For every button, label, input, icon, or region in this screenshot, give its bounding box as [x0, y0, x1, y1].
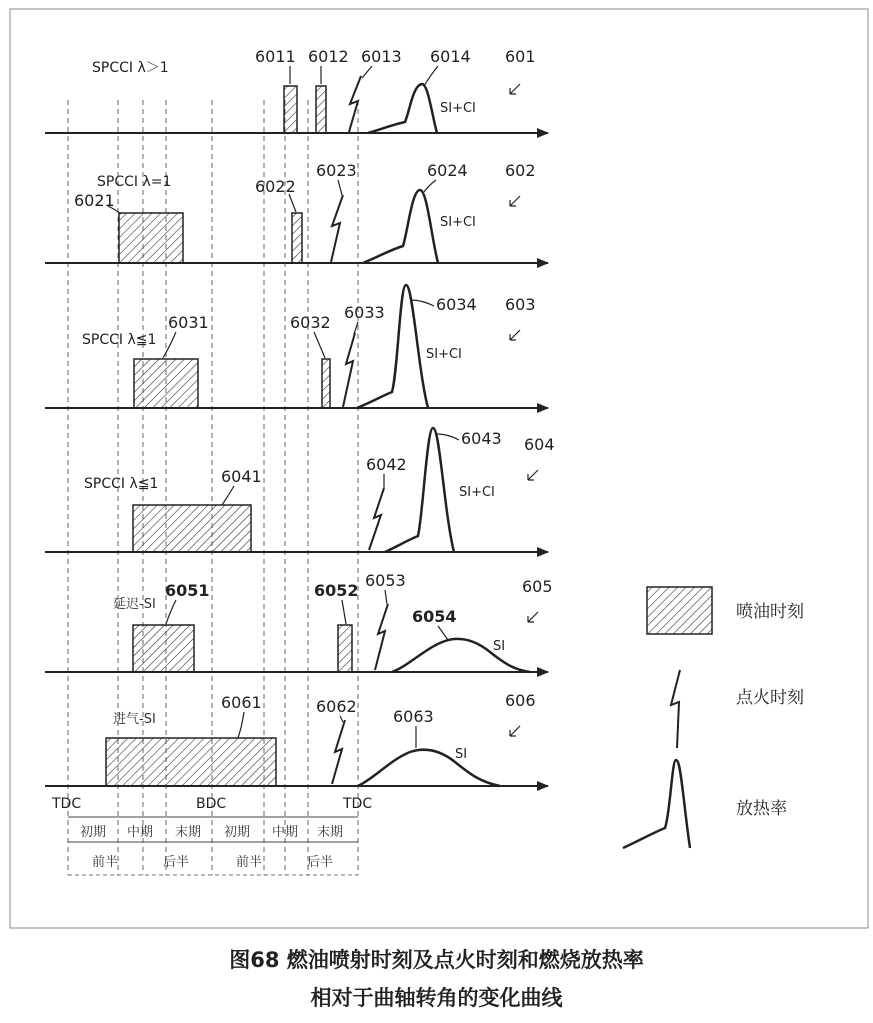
phase-label: 初期 — [224, 825, 251, 840]
legend-heat-release-label: 放热率 — [736, 799, 787, 819]
half-label: 前半 — [236, 855, 263, 870]
part-label: 6023 — [316, 161, 357, 180]
part-label: 6031 — [168, 313, 209, 332]
heat-type-label: SI+CI — [440, 101, 476, 116]
row-number: 605 — [522, 577, 553, 596]
part-label: 6024 — [427, 161, 468, 180]
part-label: 6011 — [255, 47, 296, 66]
part-label: 6062 — [316, 697, 357, 716]
part-label: 6043 — [461, 429, 502, 448]
part-label: 6034 — [436, 295, 477, 314]
heat-type-label: SI+CI — [440, 215, 476, 230]
injection-bar — [133, 505, 251, 552]
part-label: 6021 — [74, 191, 115, 210]
part-label: 6063 — [393, 707, 434, 726]
mode-label: SPCCI λ＞1 — [92, 60, 169, 76]
mode-label: SPCCI λ=1 — [97, 174, 172, 190]
injection-bar — [106, 738, 276, 786]
part-label: 6051 — [165, 581, 210, 600]
mode-label: 延迟-SI — [113, 597, 156, 612]
part-label: 6014 — [430, 47, 471, 66]
part-label: 6022 — [255, 177, 296, 196]
part-label: 6061 — [221, 693, 262, 712]
tdc-left-label: TDC — [52, 796, 82, 812]
injection-legend-swatch — [647, 587, 712, 634]
phase-label: 末期 — [317, 825, 344, 840]
injection-bar — [316, 86, 326, 133]
injection-bar — [284, 86, 297, 133]
part-label: 6054 — [412, 607, 457, 626]
part-label: 6053 — [365, 571, 406, 590]
part-label: 6012 — [308, 47, 349, 66]
legend-injection-label: 喷油时刻 — [736, 602, 804, 622]
part-label: 6042 — [366, 455, 407, 474]
figure-caption-line1: 图68 燃油喷射时刻及点火时刻和燃烧放热率 — [229, 948, 644, 972]
phase-label: 初期 — [80, 825, 107, 840]
injection-bar — [338, 625, 352, 672]
row-number: 604 — [524, 435, 555, 454]
mode-label: 进气-SI — [113, 712, 156, 727]
part-label: 6033 — [344, 303, 385, 322]
injection-bar — [292, 213, 302, 263]
mode-label: SPCCI λ≦1 — [84, 476, 159, 492]
part-label: 6052 — [314, 581, 359, 600]
heat-type-label: SI+CI — [459, 485, 495, 500]
mode-label: SPCCI λ≦1 — [82, 332, 157, 348]
half-label: 后半 — [307, 855, 334, 870]
bdc-label: BDC — [196, 796, 227, 812]
heat-type-label: SI+CI — [426, 347, 462, 362]
part-label: 6013 — [361, 47, 402, 66]
figure-caption-line2: 相对于曲轴转角的变化曲线 — [310, 986, 563, 1010]
tdc-right-label: TDC — [343, 796, 373, 812]
part-label: 6032 — [290, 313, 331, 332]
injection-bar — [119, 213, 183, 263]
row-number: 606 — [505, 691, 536, 710]
legend-ignition-label: 点火时刻 — [736, 688, 804, 708]
phase-label: 末期 — [175, 825, 202, 840]
half-label: 后半 — [163, 855, 190, 870]
figure-frame — [10, 9, 868, 928]
phase-label: 中期 — [272, 825, 299, 840]
injection-bar — [133, 625, 194, 672]
row-number: 601 — [505, 47, 536, 66]
heat-type-label: SI — [455, 747, 468, 762]
row-number: 603 — [505, 295, 536, 314]
heat-type-label: SI — [493, 639, 506, 654]
row-number: 602 — [505, 161, 536, 180]
half-label: 前半 — [92, 855, 119, 870]
injection-bar — [322, 359, 330, 408]
part-label: 6041 — [221, 467, 262, 486]
phase-label: 中期 — [127, 825, 154, 840]
injection-bar — [134, 359, 198, 408]
